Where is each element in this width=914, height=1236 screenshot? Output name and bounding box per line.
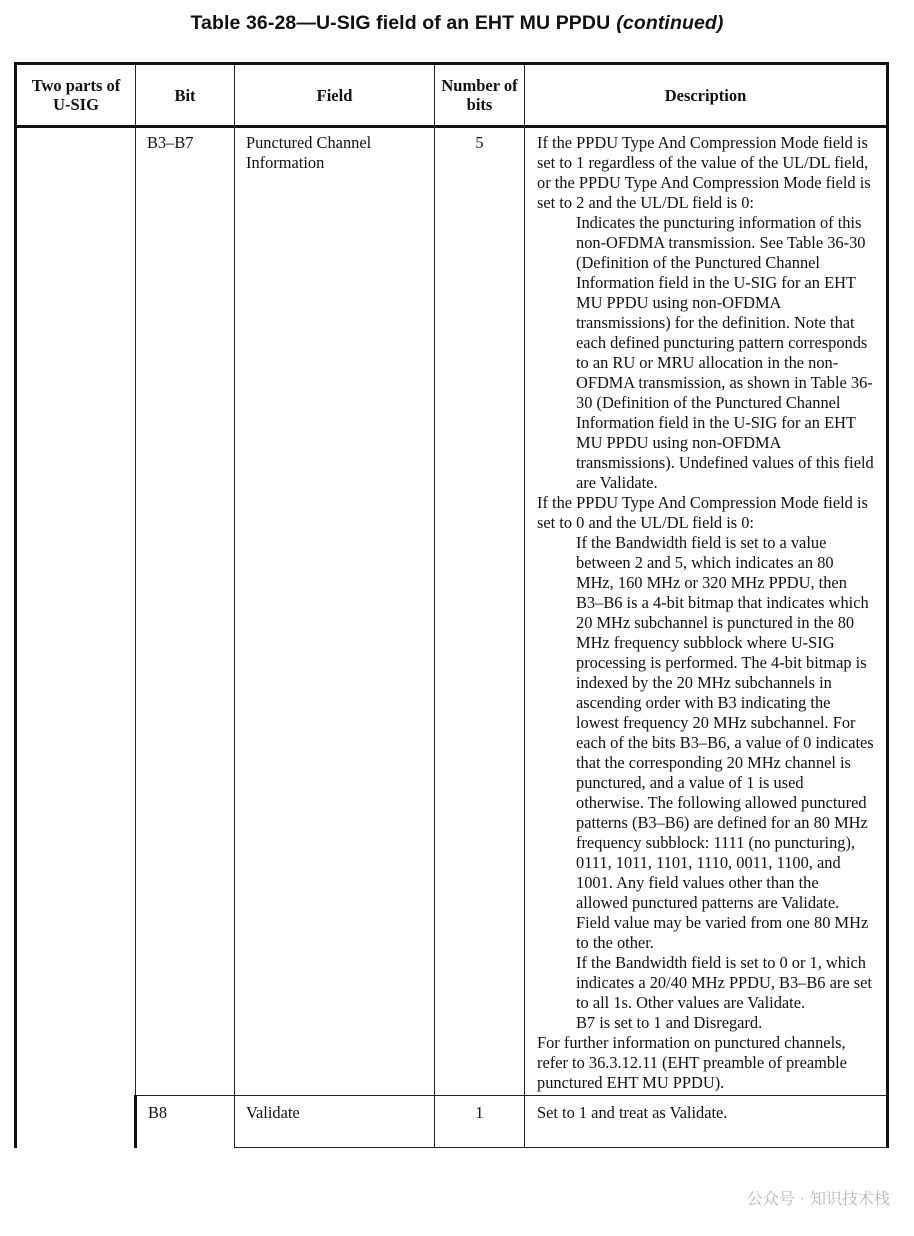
description-paragraph: If the PPDU Type And Compression Mode field is set to 0 and the UL/DL field is 0: xyxy=(537,493,868,532)
u-sig-field-table xyxy=(14,62,889,1148)
field-cell: Validate xyxy=(235,1096,435,1148)
description-cell xyxy=(525,1096,888,1148)
table-title-text: Table 36-28—U-SIG field of an EHT MU PPDU xyxy=(190,12,611,34)
bit-cell: B3–B7 xyxy=(136,127,235,1096)
table-title-continued: (continued) xyxy=(616,12,724,34)
header-two-parts: Two parts of U-SIG xyxy=(16,64,136,127)
header-bit: Bit xyxy=(136,64,235,127)
table-row xyxy=(16,127,888,1096)
description-paragraph: If the PPDU Type And Compression Mode field is set to 1 regardless of the value of the UL/DL field, or the PPDU Type And Compression Mode field is set to 2 and the UL/DL field is 0: xyxy=(537,133,871,212)
bit-cell: B8 xyxy=(136,1096,235,1148)
two-parts-cell xyxy=(16,127,136,1148)
number-of-bits-cell: 1 xyxy=(435,1096,525,1148)
description-paragraph: B7 is set to 1 and Disregard. xyxy=(576,1013,763,1032)
field-cell: Punctured Channel Information xyxy=(235,127,435,1096)
description-paragraph: If the Bandwidth field is set to 0 or 1, which indicates a 20/40 MHz PPDU, B3–B6 are set to all 1s. Other values are Validate. xyxy=(576,953,872,1012)
table-header xyxy=(16,64,888,127)
description-cell xyxy=(525,127,888,1096)
header-field: Field xyxy=(235,64,435,127)
description-paragraph: Set to 1 and treat as Validate. xyxy=(537,1103,728,1122)
header-description: Description xyxy=(525,64,888,127)
description-paragraph: Indicates the puncturing information of this non-OFDMA transmission. See Table 36-30 (Definition of the Punctured Channel Information field in the U-SIG for an EHT MU PPDU using non-OFDMA transmissions) for the definition. Note that each defined puncturing pattern corresponds to an RU or MRU allocation in the non-OFDMA transmission, as shown in Table 36-30 (Definition of the Punctured Channel Information field in the U-SIG for an EHT MU PPDU using non-OFDMA transmissions). Undefined values of this field are Validate. xyxy=(576,213,874,492)
header-number-of-bits: Number of bits xyxy=(435,64,525,127)
watermark: 公众号 · 知识技术栈 xyxy=(746,1189,890,1208)
description-paragraph: For further information on punctured channels, refer to 36.3.12.11 (EHT preamble of preamble punctured EHT MU PPDU). xyxy=(537,1033,847,1092)
table-row xyxy=(16,1096,888,1148)
number-of-bits-cell: 5 xyxy=(435,127,525,1096)
table-title xyxy=(0,12,914,35)
description-paragraph: If the Bandwidth field is set to a value between 2 and 5, which indicates an 80 MHz, 160 MHz or 320 MHz PPDU, then B3–B6 is a 4-bit bitmap that indicates which 20 MHz subchannel is punctured in the 80 MHz frequency subblock where U-SIG processing is performed. The 4-bit bitmap is indexed by the 20 MHz subchannels in ascending order with B3 indicating the lowest frequency 20 MHz subchannel. For each of the bits B3–B6, a value of 0 indicates that the corresponding 20 MHz channel is punctured, and a value of 1 is used otherwise. The following allowed punctured patterns (B3–B6) are defined for an 80 MHz frequency subblock: 1111 (no puncturing), 0111, 1011, 1101, 1110, 0011, 1100, and 1001. Any field values other than the allowed punctured patterns are Validate. Field value may be varied from one 80 MHz to the other. xyxy=(576,533,874,952)
